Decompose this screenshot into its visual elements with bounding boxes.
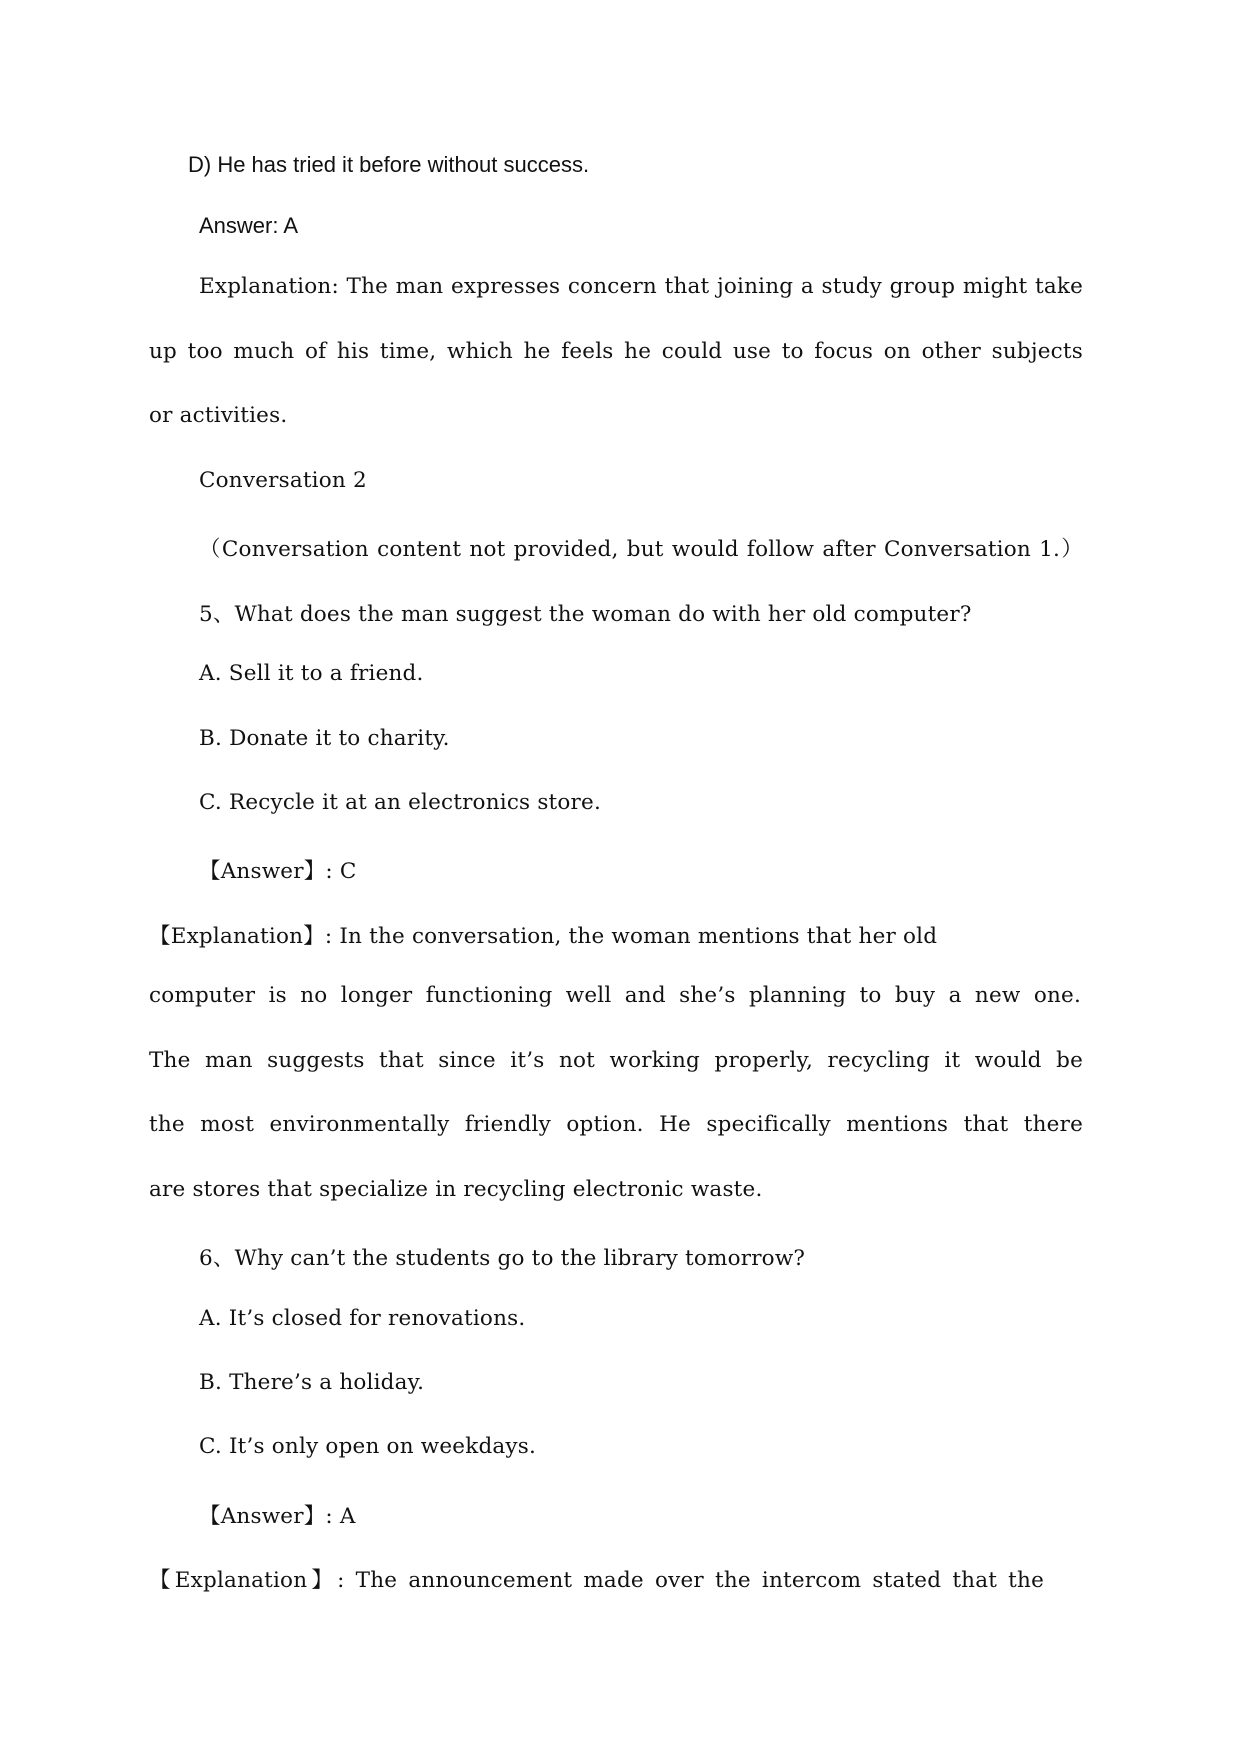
section-heading: Conversation 2 [199, 468, 367, 493]
explanation-line: computer is no longer functioning well and she’s planning to buy a new one. [149, 983, 1081, 1008]
option-a: A. Sell it to a friend. [199, 661, 424, 686]
explanation-line: up too much of his time, which he feels he could use to focus on other subjects [149, 339, 1083, 364]
explanation-line: are stores that specialize in recycling electronic waste. [149, 1177, 763, 1202]
explanation-line: 【Explanation】: The announcement made over the intercom stated that the [149, 1568, 1044, 1593]
explanation-line: the most environmentally friendly option. He specifically mentions that there [149, 1112, 1083, 1137]
explanation-line: 【Explanation】: In the conversation, the woman mentions that her old [149, 924, 938, 949]
explanation-line: Explanation: The man expresses concern that joining a study group might take [199, 274, 1083, 299]
question-6: 6、Why can’t the students go to the library tomorrow? [199, 1246, 806, 1271]
answer-line: 【Answer】: A [199, 1504, 356, 1529]
option-b: B. There’s a holiday. [199, 1370, 425, 1395]
note-line: （Conversation content not provided, but would follow after Conversation 1.） [199, 537, 1083, 562]
answer-line: Answer: A [199, 213, 299, 238]
option-a: A. It’s closed for renovations. [199, 1306, 526, 1331]
question-5: 5、What does the man suggest the woman do with her old computer? [199, 602, 972, 627]
option-b: B. Donate it to charity. [199, 726, 450, 751]
answer-line: 【Answer】: C [199, 859, 357, 884]
option-c: C. Recycle it at an electronics store. [199, 790, 601, 815]
explanation-line: The man suggests that since it’s not working properly, recycling it would be [149, 1048, 1083, 1073]
option-d: D) He has tried it before without success. [188, 152, 590, 177]
explanation-line: or activities. [149, 403, 288, 428]
option-c: C. It’s only open on weekdays. [199, 1434, 537, 1459]
